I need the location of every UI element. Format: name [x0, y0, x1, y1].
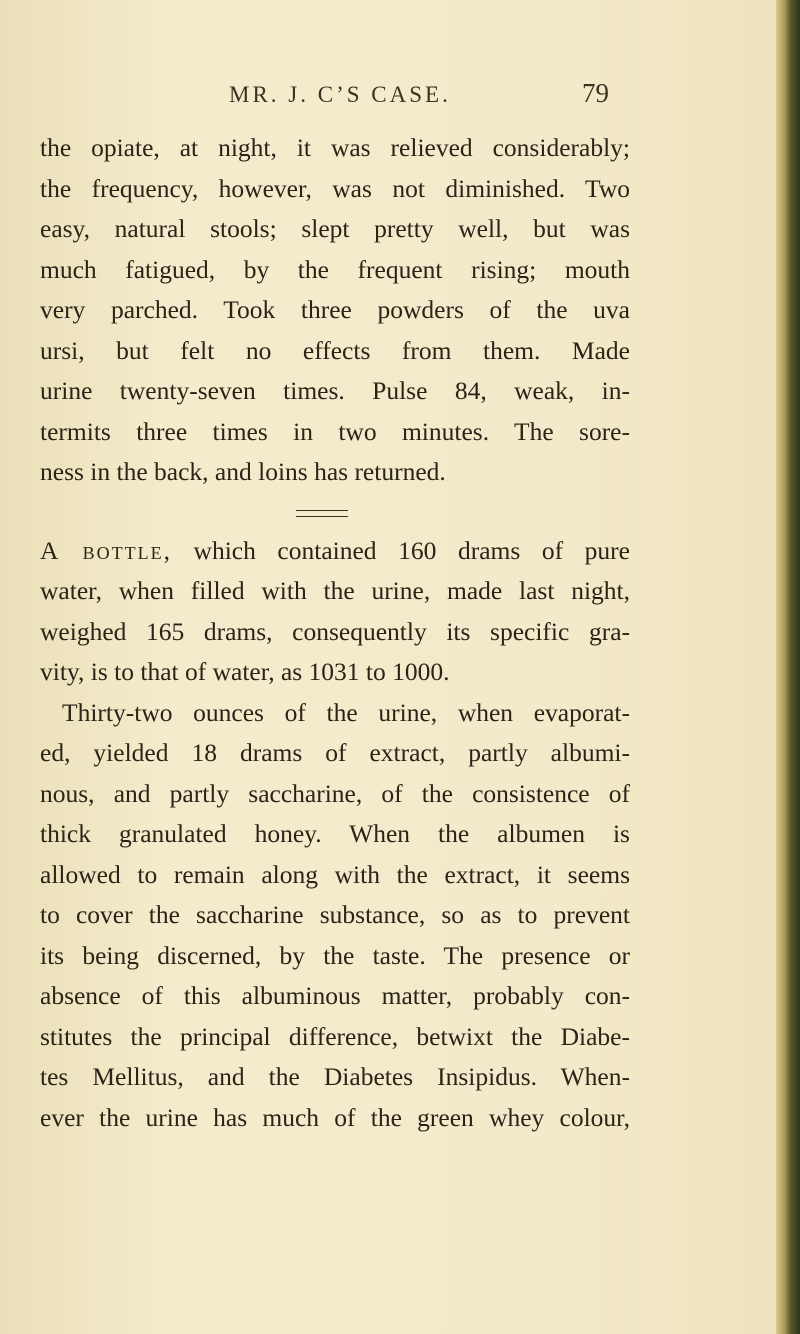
- text-line: absence of this albuminous matter, probably con-: [40, 981, 630, 1010]
- text-run: which contained 160 drams of pure: [171, 535, 630, 565]
- text-line: urine twenty-seven times. Pulse 84, weak, in-: [40, 376, 630, 405]
- text-line: to cover the saccharine substance, so as to prevent: [40, 900, 630, 929]
- text-line: weighed 165 drams, consequently its specific gra-: [40, 616, 630, 646]
- paragraph-1: [40, 128, 630, 493]
- section-separator: [40, 493, 630, 531]
- body-text: [40, 128, 630, 1138]
- text-line: termits three times in two minutes. The sore-: [40, 416, 630, 446]
- text-line: the frequency, however, was not diminished. Two: [40, 173, 630, 203]
- text-line: tes Mellitus, and the Diabetes Insipidus. When-: [40, 1062, 630, 1091]
- text-line: thick granulated honey. When the albumen is: [40, 819, 630, 848]
- text-line: ever the urine has much of the green whey colour,: [40, 1102, 630, 1132]
- page-edge-shadow: [776, 0, 800, 1334]
- page-number: 79: [582, 78, 609, 108]
- double-rule: [296, 510, 348, 517]
- text-line: the opiate, at night, it was relieved considerably;: [40, 133, 630, 162]
- text-line: ursi, but felt no effects from them. Made: [40, 335, 630, 365]
- text-line: ness in the back, and loins has returned.: [40, 457, 446, 486]
- text-line: water, when filled with the urine, made last night,: [40, 576, 630, 605]
- text-line: nous, and partly saccharine, of the consistence of: [40, 778, 630, 808]
- text-line: Thirty-two ounces of the urine, when evaporat-: [62, 697, 630, 727]
- text-line: very parched. Took three powders of the uva: [40, 295, 630, 324]
- text-line: [40, 531, 630, 572]
- text-line: its being discerned, by the taste. The presence or: [40, 940, 630, 970]
- text-line: much fatigued, by the frequent rising; mouth: [40, 254, 630, 284]
- text-line: vity, is to that of water, as 1031 to 1000.: [40, 657, 450, 686]
- text-line: ed, yielded 18 drams of extract, partly albumi-: [40, 738, 630, 767]
- text-line: allowed to remain along with the extract, it seems: [40, 859, 630, 889]
- small-caps-lead: A bottle,: [40, 535, 172, 565]
- text-line: stitutes the principal difference, betwixt the Diabe-: [40, 1021, 630, 1051]
- paragraph-2: [40, 531, 630, 1139]
- page-header: [0, 78, 800, 122]
- running-title: MR. J. C’S CASE.: [229, 82, 451, 107]
- text-line: easy, natural stools; slept pretty well, but was: [40, 214, 630, 243]
